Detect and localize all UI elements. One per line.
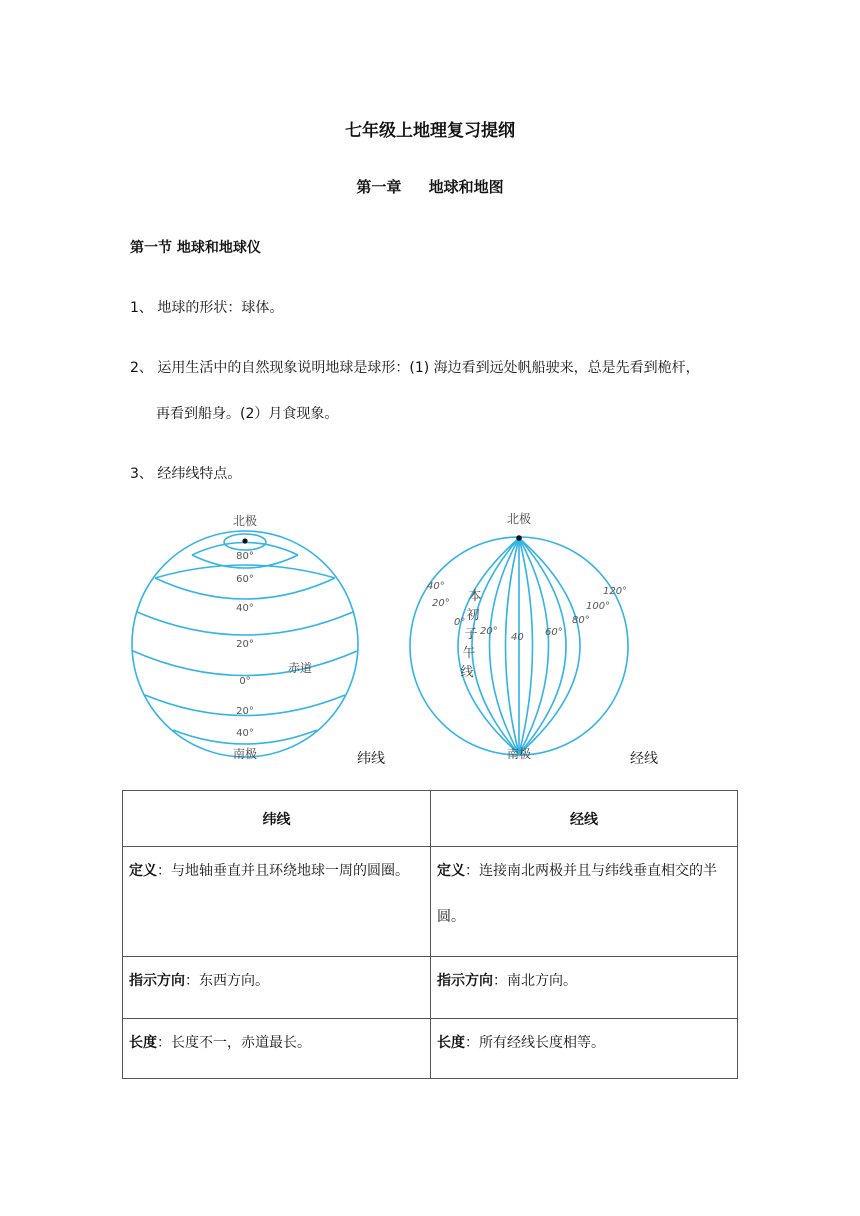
chapter-heading: 第一章 地球和地图 [356, 178, 504, 196]
table-row [123, 847, 738, 957]
table-cell [431, 847, 738, 957]
prime-meridian-char-5: 线 [460, 665, 474, 680]
table-cell [431, 957, 738, 1019]
prime-meridian-char-3: 子 [464, 627, 478, 642]
lat-label-0: 0° [239, 676, 251, 687]
cell-value: ：所有经线长度相等。 [465, 1035, 605, 1051]
latitude-caption: 纬线 [357, 751, 385, 767]
lon-label-80e: 80° [572, 615, 590, 626]
page-title: 七年级上地理复习提纲 [345, 121, 515, 141]
south-pole-label: 南极 [506, 747, 532, 761]
lon-label-0: 0° [454, 617, 466, 628]
table-row [123, 957, 738, 1019]
item-2-cont: 再看到船身。(2）月食现象。 [156, 406, 339, 422]
item-1: 1、 地球的形状：球体。 [130, 300, 284, 316]
lat-label-80: 80° [236, 551, 254, 562]
item-2: 2、 运用生活中的自然现象说明地球是球形：(1) 海边看到远处帆船驶来，总是先看到桅杆， [130, 360, 700, 376]
lon-label-40w: 40° [427, 581, 445, 592]
cell-value: ：与地轴垂直并且环绕地球一周的圆圈。 [157, 863, 409, 879]
section-heading: 第一节 地球和地球仪 [130, 240, 261, 256]
item-3: 3、 经纬线特点。 [130, 466, 242, 482]
prime-meridian-char-2: 初 [466, 608, 480, 623]
lon-label-40e: 40 [511, 632, 524, 643]
table-header-latitude: 纬线 [123, 791, 431, 847]
table-cell [431, 1019, 738, 1079]
lon-label-20e: 20° [480, 626, 498, 637]
cell-value: ：东西方向。 [185, 973, 269, 989]
lat-label-40s: 40° [236, 728, 254, 739]
lon-label-120e: 120° [603, 586, 628, 597]
cell-key: 定义 [437, 863, 465, 879]
table-cell [123, 957, 431, 1019]
prime-meridian-char-4: 午 [462, 646, 476, 661]
cell-value: ：连接南北两极并且与纬线垂直相交的半圆。 [437, 863, 717, 925]
lat-label-20n: 20° [236, 639, 254, 650]
table-row [123, 1019, 738, 1079]
lon-label-100e: 100° [586, 601, 611, 612]
lat-label-40n: 40° [236, 603, 254, 614]
cell-key: 指示方向 [129, 973, 185, 989]
cell-value: ：南北方向。 [493, 973, 577, 989]
longitude-globe [405, 508, 635, 770]
lon-label-60e: 60° [545, 627, 563, 638]
table-header-longitude: 经线 [431, 791, 738, 847]
longitude-caption: 经线 [630, 751, 658, 767]
cell-key: 指示方向 [437, 973, 493, 989]
table-cell [123, 847, 431, 957]
cell-value: ：长度不一，赤道最长。 [157, 1035, 311, 1051]
comparison-table [122, 790, 738, 1079]
latitude-globe [125, 508, 365, 770]
lon-label-20w: 20° [432, 598, 450, 609]
north-pole-label: 北极 [506, 512, 532, 526]
north-pole-label: 北极 [232, 514, 258, 528]
table-cell [123, 1019, 431, 1079]
lat-label-60n: 60° [236, 574, 254, 585]
cell-key: 定义 [129, 863, 157, 879]
prime-meridian-char-1: 本 [468, 589, 482, 604]
cell-key: 长度 [437, 1035, 465, 1051]
equator-label: 赤道 [288, 661, 313, 675]
cell-key: 长度 [129, 1035, 157, 1051]
south-pole-label: 南极 [232, 747, 258, 761]
table-header-row [123, 791, 738, 847]
lat-label-20s: 20° [236, 706, 254, 717]
